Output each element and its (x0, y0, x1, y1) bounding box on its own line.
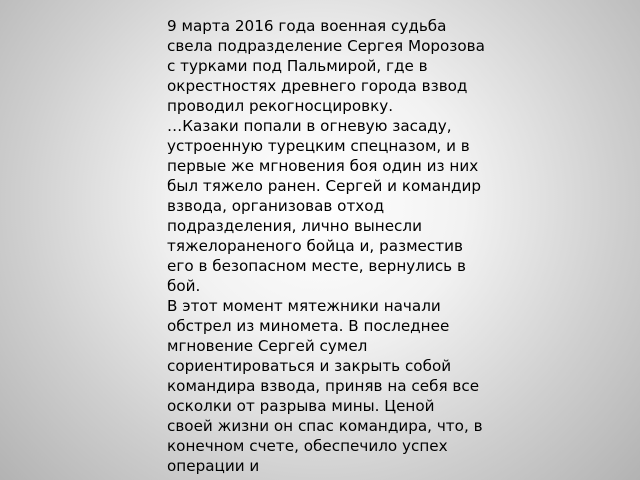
paragraph-date-palmyra: 9 марта 2016 года военная судьба свела подразделение Сергея Морозова с турками под Пальмирой, где в окрестностях древнего города взвод проводил рекогносцировку. (167, 17, 485, 115)
paragraph-ambush: …Казаки попали в огневую засаду, устроенную турецким спецназом, и в первые же мгновения боя один из них был тяжело ранен. Сергей и командир взвода, организовав отход подразделения, лично вынесли тяжелораненого бойца и, разместив его в безопасном месте, вернулись в бой. (167, 117, 482, 295)
paragraph-mortar-fire: В этот момент мятежники начали обстрел из миномета. В последнее мгновение Сергей сумел сориентироваться и закрыть собой командира взвода, приняв на себя все осколки от разрыва мины. Ценой своей жизни он спас командира, что, в конечном счете, обеспечило успех операции и (167, 297, 483, 475)
text-box (167, 16, 485, 476)
